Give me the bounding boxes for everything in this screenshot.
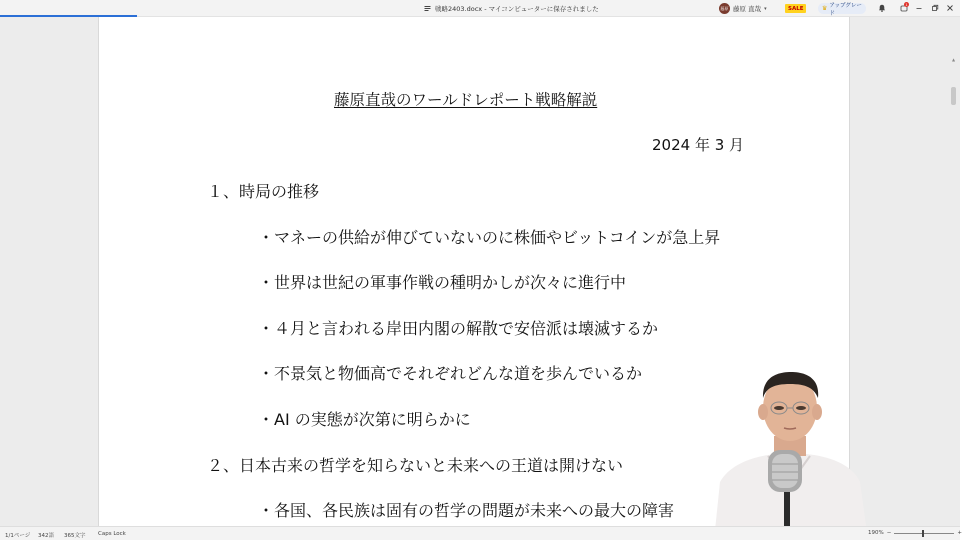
section-heading-1: １、時局の推移 [207, 182, 320, 201]
zoom-slider[interactable] [894, 533, 954, 534]
document-icon [424, 5, 431, 12]
section-heading-2: ２、日本古来の哲学を知らないと未来への王道は開けない [207, 456, 624, 475]
zoom-out-icon[interactable]: − [886, 530, 892, 536]
scrollbar-thumb[interactable] [951, 87, 956, 105]
document-heading: 藤原直哉のワールドレポート戦略解説 [334, 91, 598, 109]
minimize-icon[interactable] [914, 3, 924, 13]
bullet-item: ・各国、各民族は固有の哲学の問題が未来への最大の障害 [258, 501, 675, 520]
status-bar [0, 526, 960, 540]
zoom-in-icon[interactable]: + [957, 530, 962, 536]
sale-badge[interactable]: SALE [785, 4, 806, 13]
chevron-down-icon: ▾ [764, 5, 767, 12]
caps-lock-indicator: Caps Lock [98, 531, 126, 537]
webcam-overlay [706, 364, 872, 540]
upgrade-label: アップグレード [829, 2, 862, 17]
scroll-up-icon[interactable]: ▲ [951, 57, 956, 62]
bullet-item: ・AI の実態が次第に明らかに [258, 410, 471, 429]
close-icon[interactable] [945, 3, 955, 13]
upgrade-button[interactable] [818, 2, 866, 17]
notification-icon[interactable] [899, 3, 909, 13]
bullet-item: ・不景気と物価高でそれぞれどんな道を歩んでいるか [258, 364, 643, 383]
user-menu[interactable] [719, 3, 767, 14]
bell-icon[interactable] [877, 3, 887, 13]
document-title-area [424, 4, 599, 13]
bullet-item: ・マネーの供給が伸びていないのに株価やビットコインが急上昇 [258, 228, 721, 247]
page-count[interactable]: 1/1ページ [5, 533, 31, 539]
document-date: 2024 年 3 月 [652, 136, 745, 154]
word-count[interactable]: 342語 [38, 533, 54, 539]
bullet-item: ・世界は世紀の軍事作戦の種明かしが次々に進行中 [258, 273, 627, 292]
crown-icon: ♛ [822, 5, 828, 12]
char-count[interactable]: 365文字 [64, 533, 86, 539]
avatar: 藤原 [719, 3, 730, 14]
document-name: 戦略2403.docx - マイコンピューターに保存されました [435, 5, 599, 13]
notification-badge: 1 [905, 2, 908, 7]
vertical-scrollbar[interactable] [951, 57, 956, 527]
zoom-slider-knob[interactable] [922, 530, 924, 537]
zoom-control[interactable] [868, 530, 962, 536]
title-bar [0, 0, 960, 17]
presenter-image [706, 364, 872, 540]
zoom-level[interactable]: 190% [868, 530, 884, 536]
bullet-item: ・４月と言われる岸田内閣の解散で安倍派は壊滅するか [258, 319, 659, 338]
restore-icon[interactable] [930, 3, 940, 13]
user-name: 藤原 直哉 [733, 5, 762, 13]
